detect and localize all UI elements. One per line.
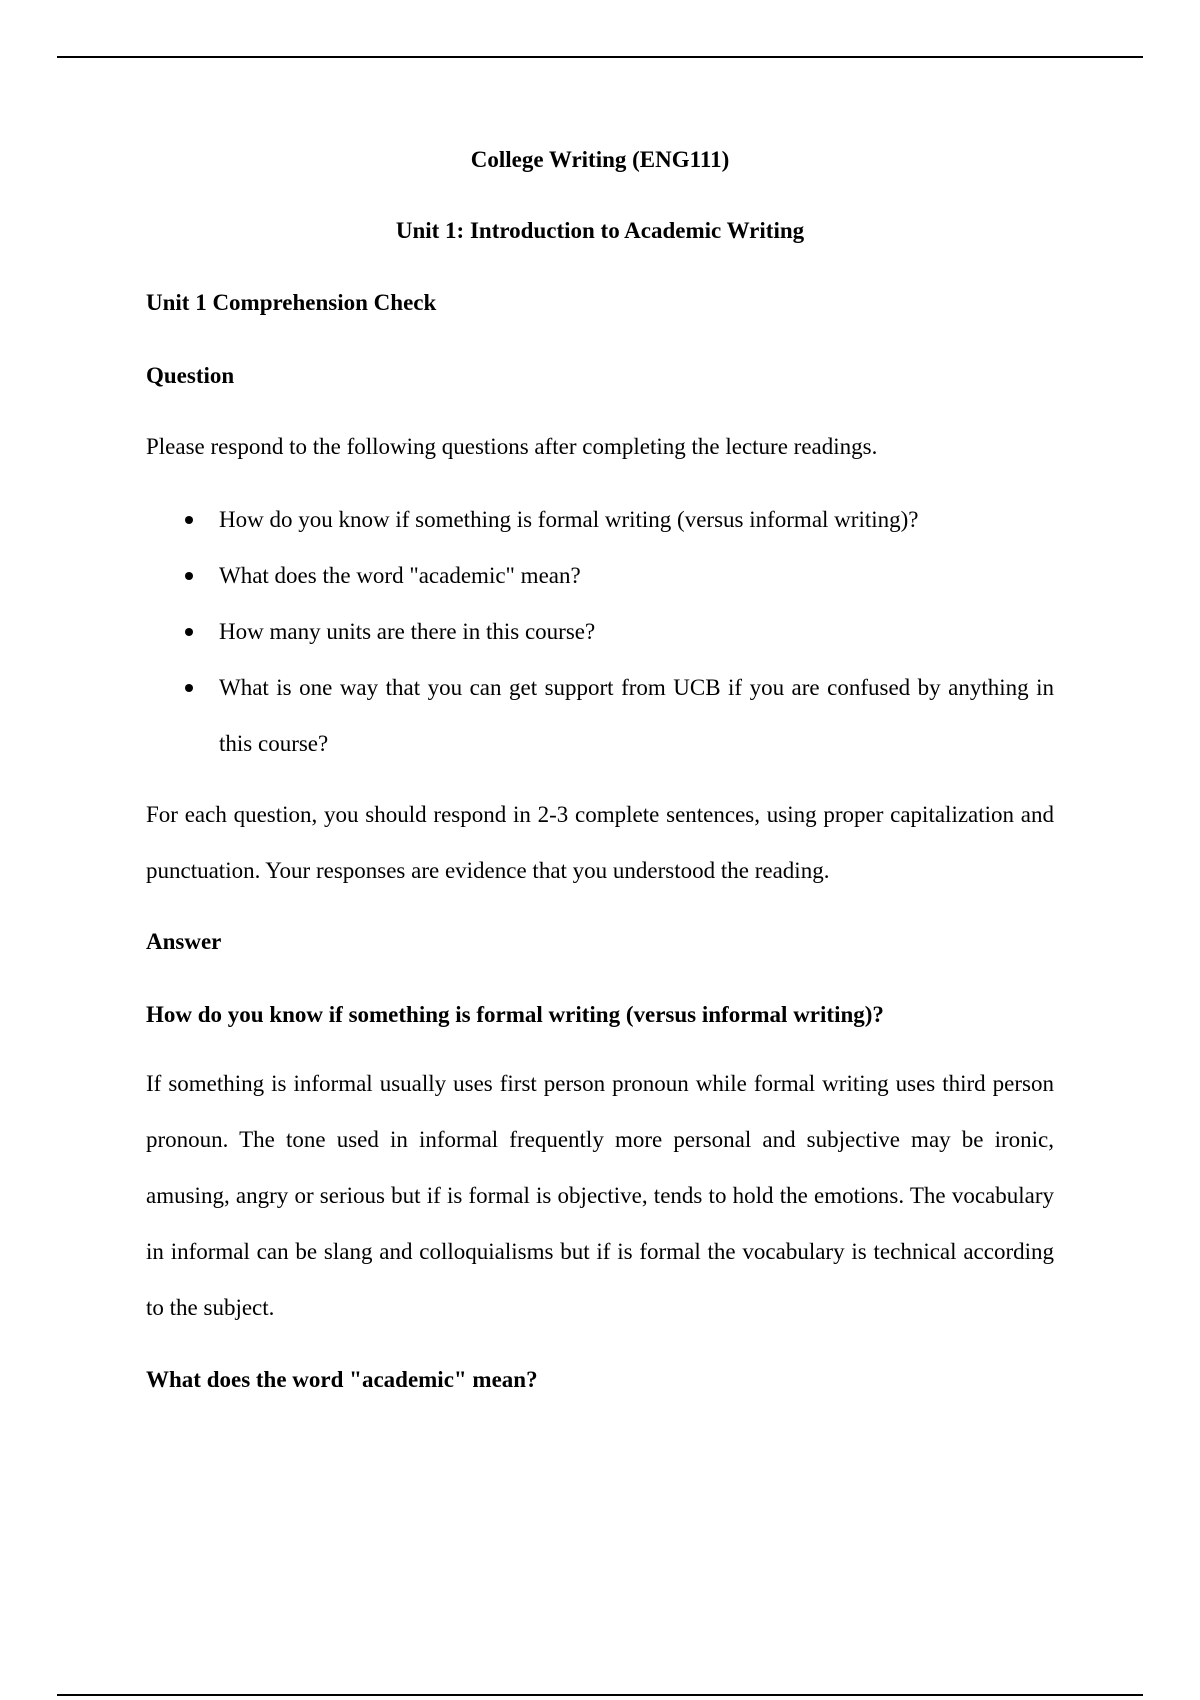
answer-heading: Answer [146, 929, 222, 954]
instructions-paragraph: For each question, you should respond in 2-3 complete sentences, using proper capitalization and punctuation. Your responses are evidence that you understood the reading. [146, 802, 1054, 883]
list-item [146, 660, 1054, 772]
bullet-icon [185, 516, 193, 524]
question-text: What does the word "academic" mean? [219, 563, 581, 588]
question-text: What is one way that you can get support from UCB if you are confused by anything in this course? [219, 675, 1054, 756]
unit-title: Unit 1: Introduction to Academic Writing [395, 218, 805, 243]
question-text: How many units are there in this course? [219, 619, 596, 644]
bullet-icon [185, 684, 193, 692]
bullet-icon [185, 628, 193, 636]
bullet-icon [185, 572, 193, 580]
list-item [146, 604, 1054, 660]
section-title: Unit 1 Comprehension Check [146, 290, 437, 315]
answer-1-question: How do you know if something is formal writing (versus informal writing)? [146, 1002, 884, 1027]
intro-paragraph: Please respond to the following questions after completing the lecture readings. [146, 434, 878, 459]
answer-1-response: If something is informal usually uses first person pronoun while formal writing uses third person pronoun. The tone used in informal frequently more personal and subjective may be ironic, amusing, angry or serious but if is formal is objective, tends to hold the emotions. The vocabulary in informal can be slang and colloquialisms but if is formal the vocabulary is technical according to the subject. [146, 1071, 1054, 1320]
question-list [146, 492, 1054, 772]
list-item [146, 548, 1054, 604]
answer-2-question: What does the word "academic" mean? [146, 1367, 538, 1392]
header-rule [57, 56, 1143, 58]
question-text: How do you know if something is formal writing (versus informal writing)? [219, 507, 919, 532]
footer-rule [57, 1694, 1143, 1696]
list-item [146, 492, 1054, 548]
course-title: College Writing (ENG111) [470, 147, 730, 172]
question-heading: Question [146, 363, 235, 388]
